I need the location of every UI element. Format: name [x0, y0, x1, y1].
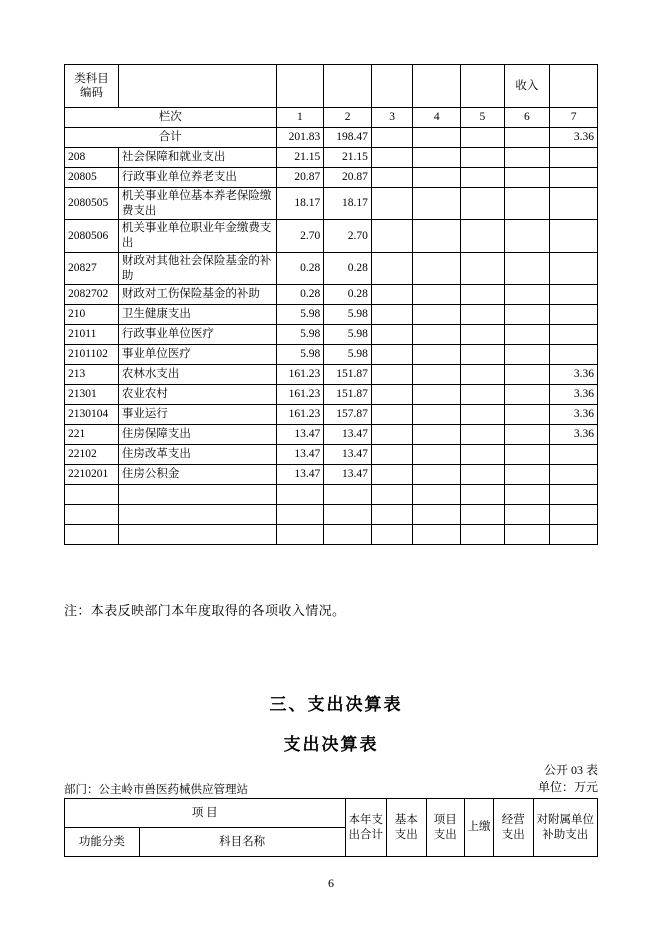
- empty-cell: [324, 525, 372, 545]
- empty-cell: [550, 505, 598, 525]
- row-name: 机关事业单位职业年金缴费支出: [118, 220, 276, 252]
- row-value-7: 3.36: [550, 365, 598, 385]
- empty-cell: [65, 485, 119, 505]
- section-heading: 三、支出决算表: [269, 695, 403, 714]
- row-value-3: [371, 325, 412, 345]
- row-value-2: 5.98: [324, 305, 372, 325]
- total-col-5: [461, 128, 505, 148]
- row-value-4: [413, 445, 461, 465]
- header-col-3: 3: [371, 108, 412, 128]
- header-blank-5: [461, 65, 505, 108]
- form-code: 公开 03 表: [543, 763, 598, 777]
- empty-cell: [371, 505, 412, 525]
- row-name: 住房保障支出: [118, 425, 276, 445]
- row-value-2: 151.87: [324, 365, 372, 385]
- row-value-5: [461, 345, 505, 365]
- row-code: 2210201: [65, 465, 119, 485]
- row-value-6: [504, 305, 550, 325]
- row-value-2: 13.47: [324, 425, 372, 445]
- empty-cell: [461, 505, 505, 525]
- expenditure-header-row-1: [65, 799, 598, 828]
- row-value-7: [550, 188, 598, 220]
- row-code: 21011: [65, 325, 119, 345]
- table-row: [65, 325, 598, 345]
- exp-header-subject-name: 科目名称: [139, 828, 345, 857]
- row-value-6: [504, 188, 550, 220]
- row-value-7: [550, 168, 598, 188]
- row-value-2: 20.87: [324, 168, 372, 188]
- empty-cell: [65, 505, 119, 525]
- empty-cell: [118, 485, 276, 505]
- row-value-6: [504, 325, 550, 345]
- table-row: [65, 345, 598, 365]
- row-name: 住房改革支出: [118, 445, 276, 465]
- row-value-4: [413, 365, 461, 385]
- unit-label: 单位：万元: [537, 780, 598, 795]
- row-value-6: [504, 405, 550, 425]
- table-row: [65, 425, 598, 445]
- row-value-3: [371, 252, 412, 284]
- empty-cell: [371, 525, 412, 545]
- row-code: 208: [65, 148, 119, 168]
- row-value-6: [504, 345, 550, 365]
- row-value-3: [371, 345, 412, 365]
- row-value-6: [504, 465, 550, 485]
- header-row-label: 栏次: [65, 108, 277, 128]
- empty-cell: [371, 485, 412, 505]
- row-value-5: [461, 325, 505, 345]
- table-total-row: [65, 128, 598, 148]
- row-value-2: 157.87: [324, 405, 372, 425]
- row-value-2: 21.15: [324, 148, 372, 168]
- row-code: 21301: [65, 385, 119, 405]
- row-name: 住房公积金: [118, 465, 276, 485]
- header-col-5: 5: [461, 108, 505, 128]
- header-blank-6: [550, 65, 598, 108]
- row-value-1: 0.28: [276, 252, 324, 284]
- row-code: 2130104: [65, 405, 119, 425]
- empty-cell: [461, 525, 505, 545]
- row-value-3: [371, 285, 412, 305]
- row-value-6: [504, 445, 550, 465]
- total-col-4: [413, 128, 461, 148]
- row-value-1: 161.23: [276, 365, 324, 385]
- row-value-3: [371, 305, 412, 325]
- row-value-1: 13.47: [276, 445, 324, 465]
- row-value-5: [461, 385, 505, 405]
- row-code: 20827: [65, 252, 119, 284]
- empty-cell: [276, 485, 324, 505]
- row-value-3: [371, 188, 412, 220]
- header-col-7: 7: [550, 108, 598, 128]
- row-value-2: 2.70: [324, 220, 372, 252]
- row-value-5: [461, 188, 505, 220]
- table-row-empty: [65, 525, 598, 545]
- exp-header-operating: 经营支出: [494, 799, 533, 857]
- empty-cell: [413, 485, 461, 505]
- header-category-line2: 编码: [79, 87, 103, 99]
- row-value-2: 0.28: [324, 252, 372, 284]
- row-value-5: [461, 365, 505, 385]
- row-value-1: 13.47: [276, 425, 324, 445]
- row-name: 行政事业单位医疗: [118, 325, 276, 345]
- row-value-6: [504, 148, 550, 168]
- header-col-1: 1: [276, 108, 324, 128]
- page-number: 6: [328, 876, 334, 890]
- row-value-1: 18.17: [276, 188, 324, 220]
- row-code: 221: [65, 425, 119, 445]
- row-value-4: [413, 220, 461, 252]
- row-value-6: [504, 285, 550, 305]
- row-value-6: [504, 425, 550, 445]
- row-value-4: [413, 148, 461, 168]
- table-row: [65, 148, 598, 168]
- exp-header-function-class: 功能分类: [65, 828, 140, 857]
- total-col-3: [371, 128, 412, 148]
- header-income-label: 收入: [504, 65, 550, 108]
- row-value-5: [461, 220, 505, 252]
- empty-cell: [504, 505, 550, 525]
- table-note: 注：本表反映部门本年度取得的各项收入情况。: [64, 603, 346, 618]
- row-name: 卫生健康支出: [118, 305, 276, 325]
- header-blank-4: [413, 65, 461, 108]
- row-value-4: [413, 385, 461, 405]
- header-category-code: [65, 65, 119, 108]
- row-value-4: [413, 285, 461, 305]
- empty-cell: [504, 525, 550, 545]
- row-value-1: 5.98: [276, 345, 324, 365]
- exp-header-subsidy: 对附属单位补助支出: [533, 799, 597, 857]
- row-value-7: [550, 148, 598, 168]
- row-value-4: [413, 325, 461, 345]
- row-code: 20805: [65, 168, 119, 188]
- row-value-3: [371, 445, 412, 465]
- table-row: [65, 465, 598, 485]
- row-value-5: [461, 445, 505, 465]
- table-row-empty: [65, 505, 598, 525]
- row-name: 事业单位医疗: [118, 345, 276, 365]
- row-name: 农林水支出: [118, 365, 276, 385]
- exp-header-remit: 上缴: [464, 799, 493, 857]
- exp-header-total: 本年支出合计: [345, 799, 387, 857]
- row-value-5: [461, 425, 505, 445]
- table-row: [65, 385, 598, 405]
- header-category-line1: 类科目: [74, 72, 109, 85]
- row-value-2: 18.17: [324, 188, 372, 220]
- table-row: [65, 220, 598, 252]
- row-value-3: [371, 220, 412, 252]
- empty-cell: [65, 525, 119, 545]
- row-value-6: [504, 365, 550, 385]
- row-name: 社会保障和就业支出: [118, 148, 276, 168]
- row-value-1: 0.28: [276, 285, 324, 305]
- row-value-1: 20.87: [276, 168, 324, 188]
- row-value-1: 21.15: [276, 148, 324, 168]
- row-value-7: [550, 220, 598, 252]
- row-name: 事业运行: [118, 405, 276, 425]
- row-value-2: 5.98: [324, 345, 372, 365]
- empty-cell: [276, 505, 324, 525]
- row-value-1: 2.70: [276, 220, 324, 252]
- row-name: 农业农村: [118, 385, 276, 405]
- empty-cell: [461, 485, 505, 505]
- exp-header-project: 项目支出: [426, 799, 464, 857]
- total-col-2: 198.47: [324, 128, 372, 148]
- row-code: 2080505: [65, 188, 119, 220]
- row-value-7: [550, 252, 598, 284]
- row-value-4: [413, 465, 461, 485]
- row-value-2: 13.47: [324, 445, 372, 465]
- row-name: 财政对其他社会保险基金的补助: [118, 252, 276, 284]
- row-value-3: [371, 148, 412, 168]
- row-value-1: 161.23: [276, 385, 324, 405]
- row-value-2: 13.47: [324, 465, 372, 485]
- total-col-7: 3.36: [550, 128, 598, 148]
- row-value-7: [550, 325, 598, 345]
- header-col-4: 4: [413, 108, 461, 128]
- empty-cell: [276, 525, 324, 545]
- row-value-1: 13.47: [276, 465, 324, 485]
- header-blank-1: [276, 65, 324, 108]
- row-name: 行政事业单位养老支出: [118, 168, 276, 188]
- table-row: [65, 168, 598, 188]
- row-value-7: 3.36: [550, 385, 598, 405]
- total-col-1: 201.83: [276, 128, 324, 148]
- row-code: 210: [65, 305, 119, 325]
- row-value-1: 161.23: [276, 405, 324, 425]
- row-value-4: [413, 405, 461, 425]
- table-header-row-1: [65, 65, 598, 108]
- empty-cell: [118, 525, 276, 545]
- income-table: [64, 64, 598, 545]
- row-code: 213: [65, 365, 119, 385]
- empty-cell: [118, 505, 276, 525]
- row-value-4: [413, 168, 461, 188]
- row-value-7: [550, 285, 598, 305]
- header-blank-3: [371, 65, 412, 108]
- table-row: [65, 405, 598, 425]
- table-row: [65, 285, 598, 305]
- row-value-5: [461, 465, 505, 485]
- row-code: 2082702: [65, 285, 119, 305]
- row-name: 财政对工伤保险基金的补助: [118, 285, 276, 305]
- table-row: [65, 365, 598, 385]
- table-row: [65, 252, 598, 284]
- row-value-5: [461, 252, 505, 284]
- row-value-4: [413, 252, 461, 284]
- row-value-3: [371, 385, 412, 405]
- row-value-7: 3.36: [550, 405, 598, 425]
- row-value-5: [461, 305, 505, 325]
- empty-cell: [413, 525, 461, 545]
- row-value-4: [413, 188, 461, 220]
- row-value-5: [461, 148, 505, 168]
- row-value-1: 5.98: [276, 325, 324, 345]
- row-value-4: [413, 305, 461, 325]
- row-value-6: [504, 385, 550, 405]
- exp-header-basic: 基本支出: [387, 799, 426, 857]
- empty-cell: [550, 525, 598, 545]
- row-value-2: 5.98: [324, 325, 372, 345]
- table-row: [65, 445, 598, 465]
- department-line: 部门：公主岭市兽医药械供应管理站: [64, 784, 248, 796]
- row-code: 22102: [65, 445, 119, 465]
- row-value-7: [550, 345, 598, 365]
- empty-cell: [504, 485, 550, 505]
- header-col-2: 2: [324, 108, 372, 128]
- header-col-6: 6: [504, 108, 550, 128]
- expenditure-table: [64, 798, 598, 857]
- row-value-3: [371, 425, 412, 445]
- row-value-6: [504, 168, 550, 188]
- row-name: 机关事业单位基本养老保险缴费支出: [118, 188, 276, 220]
- income-table-container: [64, 64, 598, 545]
- row-code: 2101102: [65, 345, 119, 365]
- row-value-5: [461, 168, 505, 188]
- header-blank-2: [324, 65, 372, 108]
- total-label: 合计: [65, 128, 277, 148]
- row-value-3: [371, 405, 412, 425]
- empty-cell: [413, 505, 461, 525]
- row-value-7: 3.36: [550, 425, 598, 445]
- row-value-3: [371, 168, 412, 188]
- table-row-empty: [65, 485, 598, 505]
- row-value-7: [550, 445, 598, 465]
- table-row: [65, 188, 598, 220]
- row-value-5: [461, 405, 505, 425]
- row-value-3: [371, 365, 412, 385]
- table-row: [65, 305, 598, 325]
- row-value-1: 5.98: [276, 305, 324, 325]
- expenditure-table-title: 支出决算表: [283, 735, 379, 754]
- row-value-4: [413, 345, 461, 365]
- row-value-2: 151.87: [324, 385, 372, 405]
- table-header-row-2: [65, 108, 598, 128]
- expenditure-table-container: [64, 798, 598, 857]
- row-value-6: [504, 252, 550, 284]
- row-value-7: [550, 465, 598, 485]
- empty-cell: [550, 485, 598, 505]
- total-col-6: [504, 128, 550, 148]
- exp-header-item: 项 目: [65, 799, 346, 828]
- row-value-5: [461, 285, 505, 305]
- income-table-body: [65, 148, 598, 545]
- row-value-7: [550, 305, 598, 325]
- empty-cell: [324, 505, 372, 525]
- row-value-6: [504, 220, 550, 252]
- row-value-3: [371, 465, 412, 485]
- empty-cell: [324, 485, 372, 505]
- row-value-2: 0.28: [324, 285, 372, 305]
- table-meta: [538, 762, 598, 797]
- row-value-4: [413, 425, 461, 445]
- row-code: 2080506: [65, 220, 119, 252]
- header-blank-name: [118, 65, 276, 108]
